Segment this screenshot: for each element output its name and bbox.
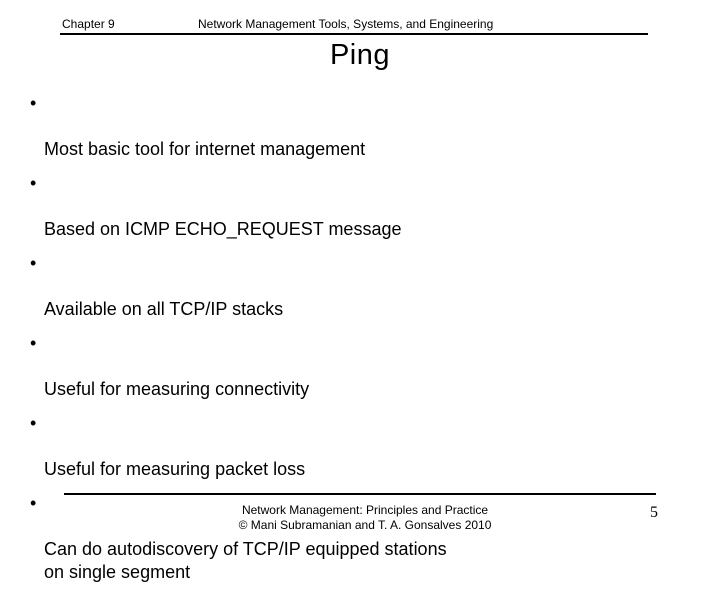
bullet-text: Most basic tool for internet management: [44, 139, 366, 159]
bullet-marker: •: [30, 173, 37, 193]
header-divider: [60, 33, 648, 35]
bullet-text: Useful for measuring connectivity: [44, 379, 310, 399]
bullet-text: Available on all TCP/IP stacks: [44, 299, 284, 319]
slide-title: Ping: [329, 39, 391, 71]
copyright-notice: © Mani Subramanian and T. A. Gonsalves 2010: [238, 518, 492, 532]
bullet-item: [30, 172, 690, 241]
chapter-label: Chapter 9: [62, 17, 115, 31]
page-number: 5: [650, 504, 658, 521]
bullet-item: [30, 412, 690, 481]
bullet-item: [30, 92, 690, 161]
bullet-item: [30, 332, 690, 401]
bullet-text: Based on ICMP ECHO_REQUEST message: [44, 219, 402, 239]
chapter-topic: Network Management Tools, Systems, and Engineering: [198, 17, 494, 31]
bullet-text: Can do autodiscovery of TCP/IP equipped stations on single segment: [44, 539, 447, 582]
footer-credit: [200, 503, 530, 533]
book-title: Network Management: Principles and Practice: [241, 503, 489, 517]
bullet-marker: •: [30, 93, 37, 113]
bullet-item: [30, 252, 690, 321]
bullet-marker: •: [30, 493, 37, 513]
bullet-marker: •: [30, 333, 37, 353]
bullet-marker: •: [30, 413, 37, 433]
bullet-marker: •: [30, 253, 37, 273]
footer-divider: [64, 493, 656, 495]
bullet-text: Useful for measuring packet loss: [44, 459, 306, 479]
